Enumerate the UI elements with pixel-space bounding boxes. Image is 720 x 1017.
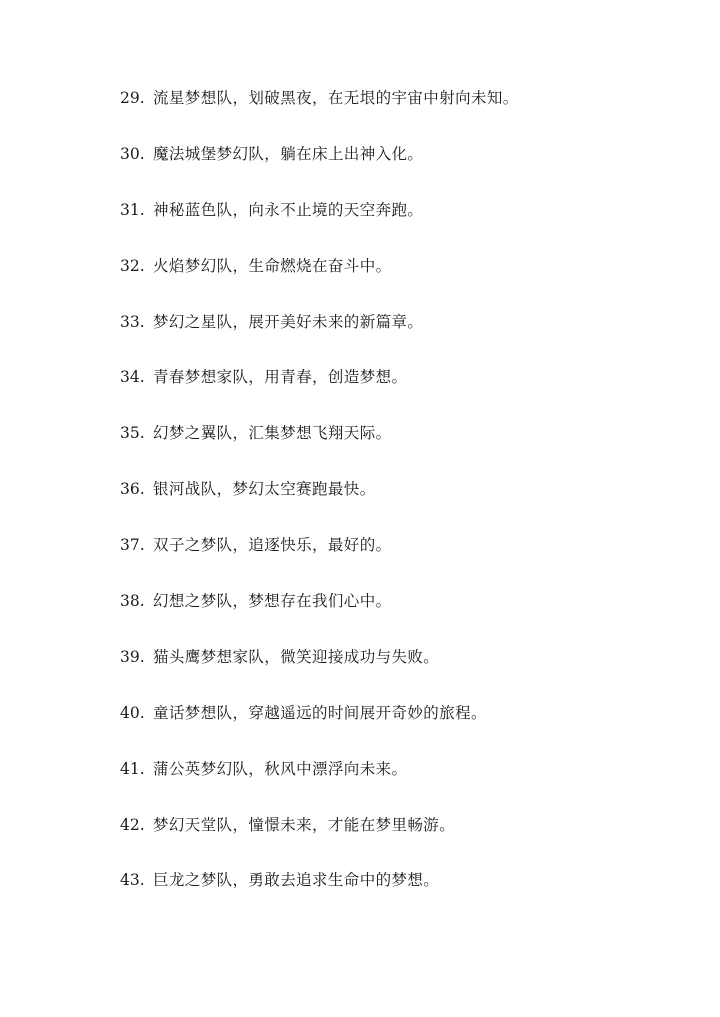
- item-text: 梦幻之星队，展开美好未来的新篇章。: [153, 312, 424, 331]
- item-text: 银河战队，梦幻太空赛跑最快。: [153, 480, 376, 499]
- list-item: [120, 868, 519, 924]
- list-item: [120, 254, 519, 310]
- list-item: [120, 198, 519, 254]
- item-number: 36.: [120, 480, 145, 499]
- list-item: [120, 589, 519, 645]
- item-number: 29.: [120, 89, 145, 107]
- item-number: 33.: [120, 312, 145, 331]
- item-number: 41.: [120, 759, 145, 778]
- item-number: 32.: [120, 256, 145, 275]
- item-text: 火焰梦幻队，生命燃烧在奋斗中。: [153, 256, 392, 275]
- item-text: 流星梦想队，划破黑夜，在无垠的宇宙中射向未知。: [153, 89, 519, 107]
- item-text: 童话梦想队，穿越遥远的时间展开奇妙的旅程。: [153, 703, 487, 722]
- list-item: [120, 533, 519, 589]
- item-number: 39.: [120, 647, 145, 666]
- item-number: 30.: [120, 144, 145, 163]
- list-item: [120, 757, 519, 813]
- item-number: 42.: [120, 815, 145, 834]
- item-number: 31.: [120, 200, 145, 219]
- list-item: [120, 813, 519, 869]
- list-item: [120, 310, 519, 366]
- item-text: 神秘蓝色队，向永不止境的天空奔跑。: [153, 200, 424, 219]
- item-text: 双子之梦队，追逐快乐，最好的。: [153, 536, 392, 555]
- item-number: 40.: [120, 703, 145, 722]
- item-text: 幻梦之翼队，汇集梦想飞翔天际。: [153, 424, 392, 443]
- item-text: 猫头鹰梦想家队，微笑迎接成功与失败。: [153, 647, 440, 666]
- list-item: [120, 477, 519, 533]
- list-item: [120, 701, 519, 757]
- item-number: 35.: [120, 424, 145, 443]
- item-text: 幻想之梦队，梦想存在我们心中。: [153, 592, 392, 611]
- item-number: 34.: [120, 368, 145, 387]
- item-number: 37.: [120, 536, 145, 555]
- item-text: 梦幻天堂队，憧憬未来，才能在梦里畅游。: [153, 815, 456, 834]
- list-item: [120, 645, 519, 701]
- item-text: 魔法城堡梦幻队，躺在床上出神入化。: [153, 144, 424, 163]
- item-text: 巨龙之梦队，勇敢去追求生命中的梦想。: [153, 871, 440, 890]
- list-item: [120, 86, 519, 142]
- item-text: 蒲公英梦幻队，秋风中漂浮向未来。: [153, 759, 408, 778]
- item-text: 青春梦想家队，用青春，创造梦想。: [153, 368, 408, 387]
- item-number: 38.: [120, 592, 145, 611]
- list-item: [120, 142, 519, 198]
- team-name-list: [120, 86, 519, 924]
- list-item: [120, 421, 519, 477]
- list-item: [120, 365, 519, 421]
- item-number: 43.: [120, 871, 145, 890]
